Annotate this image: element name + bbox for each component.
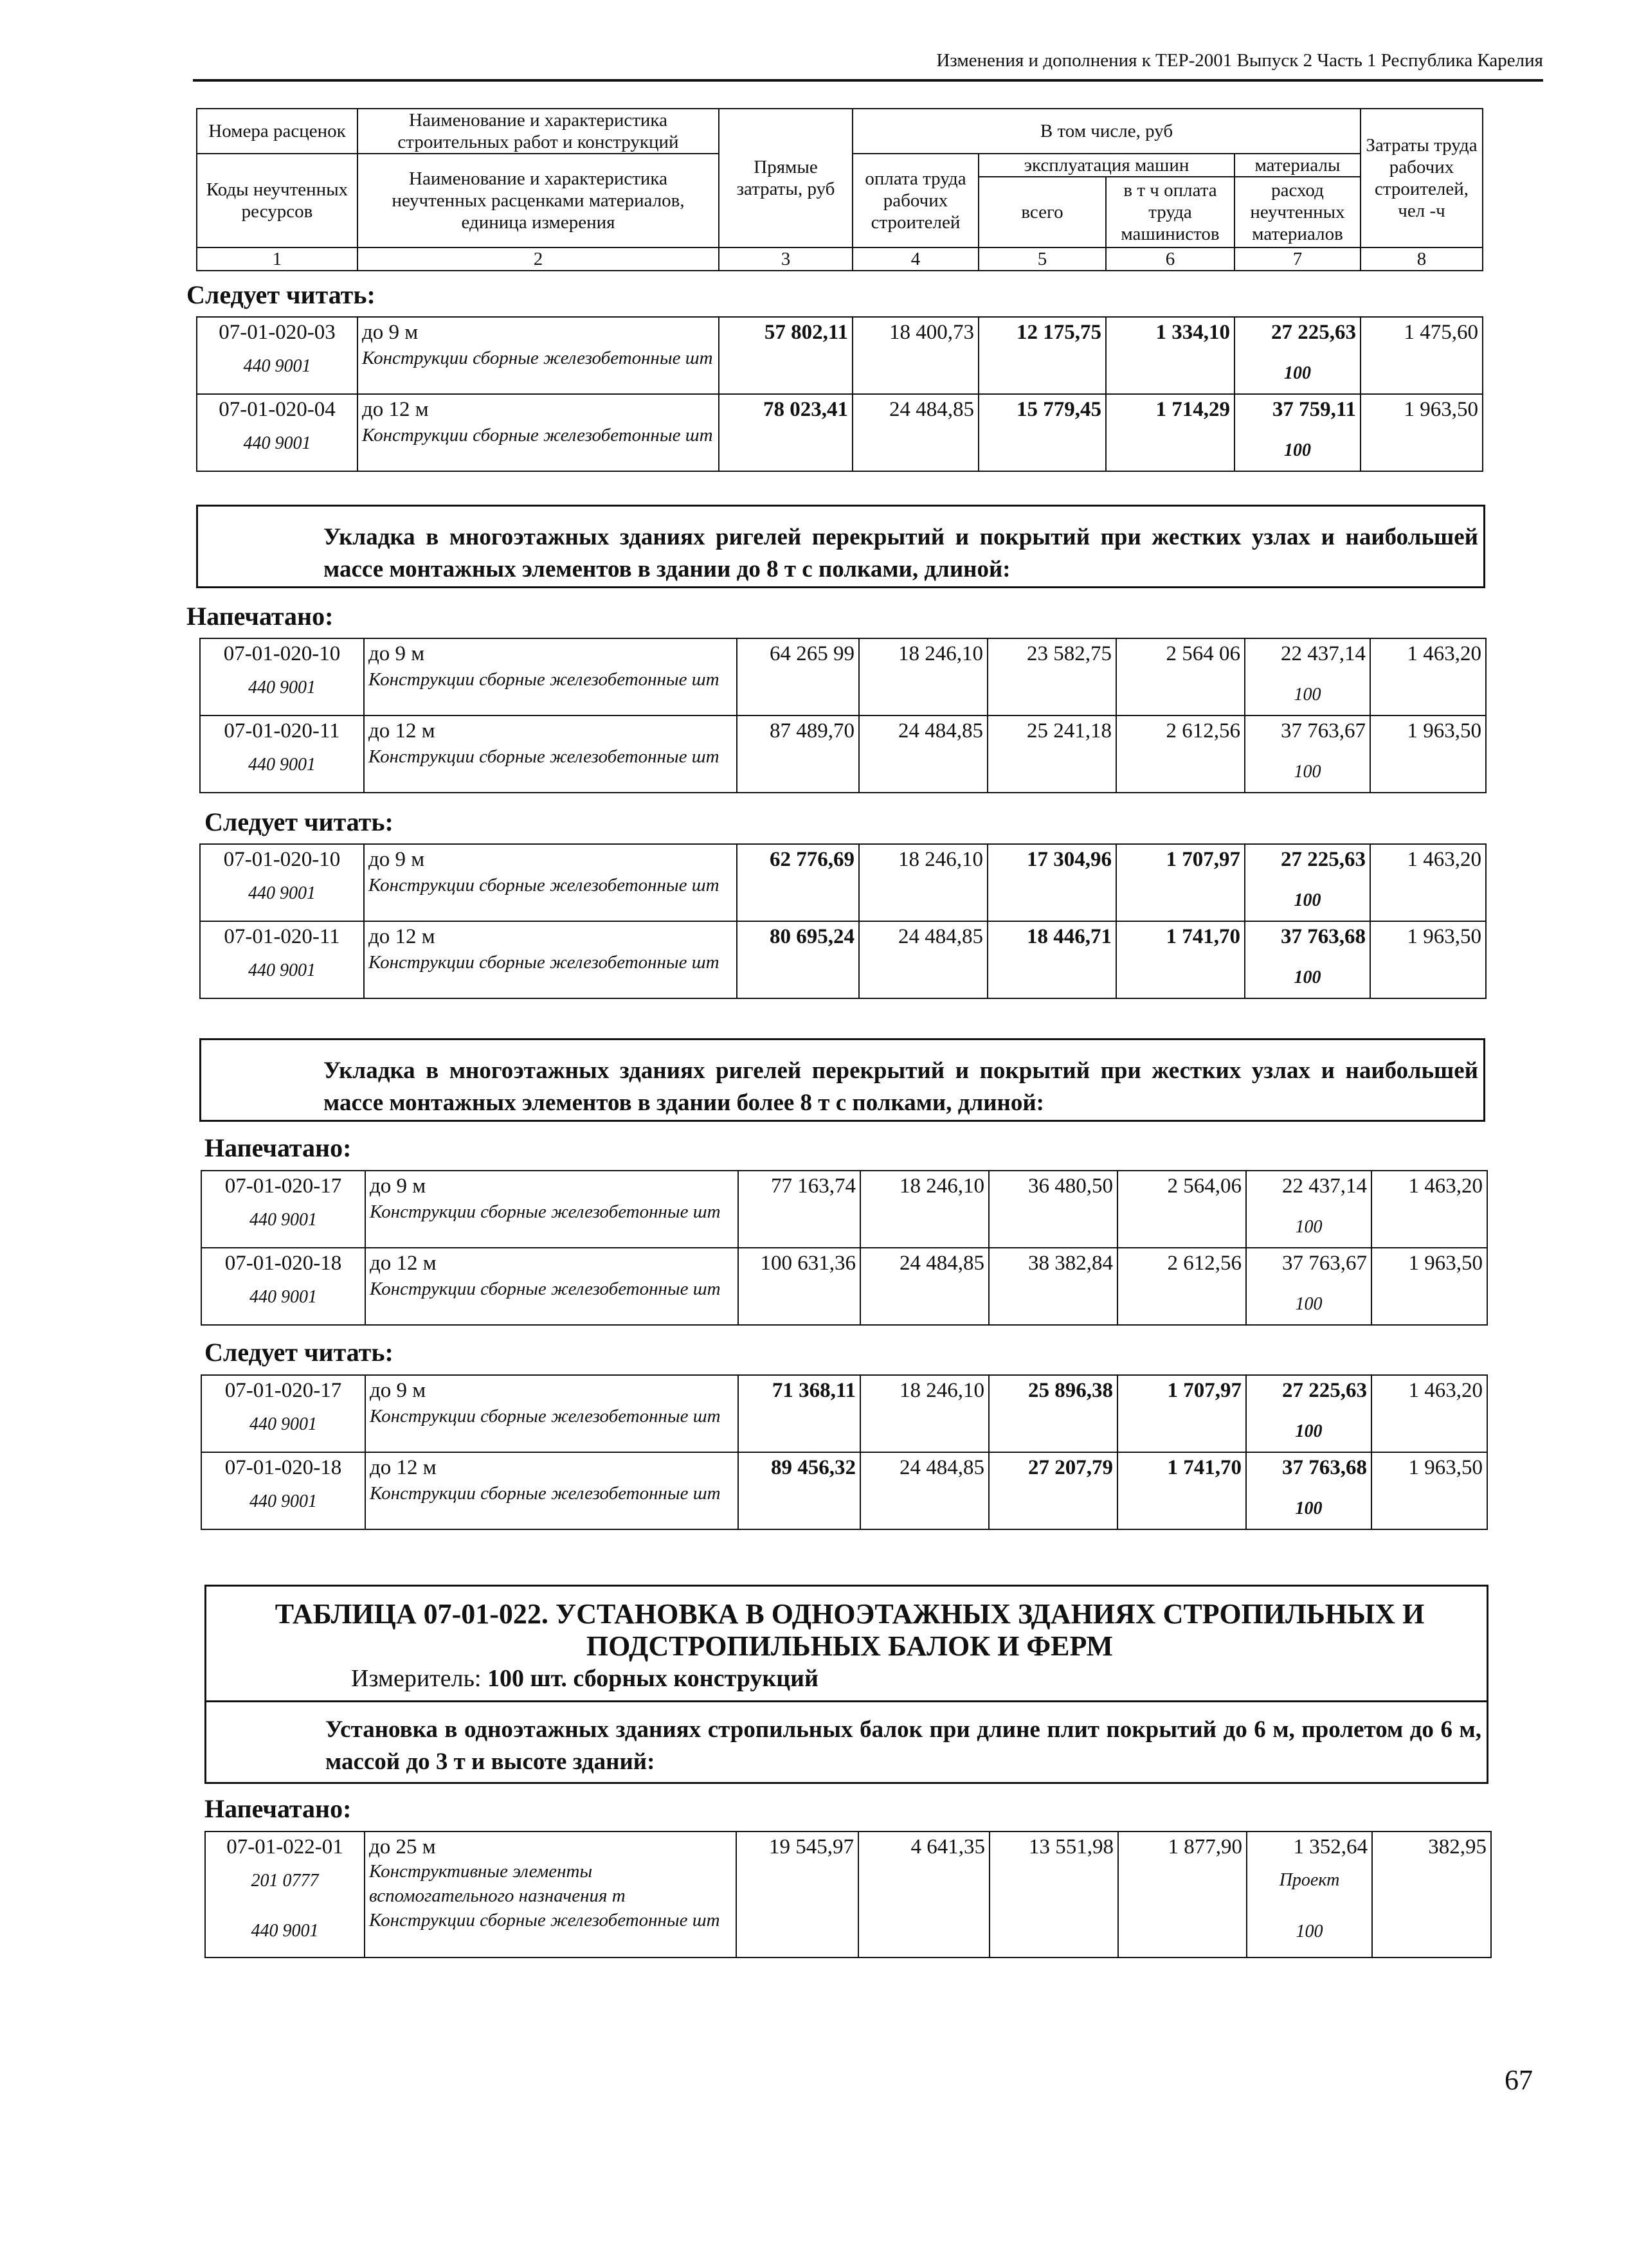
material-quantity: 100 bbox=[1295, 1421, 1323, 1441]
work-name: до 9 м bbox=[368, 848, 425, 871]
worker-pay: 24 484,85 bbox=[859, 921, 988, 998]
worker-pay: 18 246,10 bbox=[859, 844, 988, 921]
labor-costs: 1 963,50 bbox=[1370, 716, 1486, 793]
col-number: 5 bbox=[979, 248, 1106, 271]
col-group-including: В том числе, руб bbox=[853, 109, 1361, 154]
material-name: Конструкции сборные железобетонные шт bbox=[370, 1483, 721, 1504]
table-row bbox=[200, 638, 1486, 716]
rate-code: 07-01-020-18 bbox=[224, 1456, 342, 1479]
materials-cost: 37 763,67 bbox=[1282, 1252, 1367, 1275]
material-quantity: Проект bbox=[1279, 1870, 1340, 1890]
machinist-pay: 1 334,10 bbox=[1106, 317, 1235, 394]
worker-pay: 18 246,10 bbox=[860, 1171, 989, 1248]
machines-total: 25 896,38 bbox=[989, 1375, 1117, 1452]
worker-pay: 18 246,10 bbox=[859, 638, 988, 716]
col-number: 2 bbox=[357, 248, 719, 271]
machinist-pay: 2 612,56 bbox=[1117, 1248, 1246, 1325]
work-name: до 25 м bbox=[369, 1835, 436, 1859]
material-name: Конструкции сборные железобетонные шт bbox=[362, 348, 713, 368]
section-description-box bbox=[199, 1038, 1485, 1122]
direct-costs: 57 802,11 bbox=[719, 317, 853, 394]
section-description: Укладка в многоэтажных зданиях ригелей перекрытий и покрытий при жестких узлах и наибольшей массе монтажных элементов в здании более 8 т с полками, длиной: bbox=[323, 1058, 1478, 1116]
rates-table-should-read bbox=[201, 1374, 1488, 1530]
rate-code: 07-01-020-17 bbox=[224, 1174, 342, 1198]
work-name: до 9 м bbox=[370, 1174, 426, 1198]
col-rate-numbers: Номера расценок bbox=[197, 109, 357, 154]
direct-costs: 87 489,70 bbox=[737, 716, 859, 793]
materials-cost: 27 225,63 bbox=[1271, 321, 1356, 344]
worker-pay: 24 484,85 bbox=[860, 1452, 989, 1529]
machinist-pay: 2 564,06 bbox=[1117, 1171, 1246, 1248]
table-row bbox=[201, 1171, 1487, 1248]
rates-table-printed bbox=[201, 1170, 1488, 1326]
col-number: 1 bbox=[197, 248, 357, 271]
materials-cost: 1 352,64 bbox=[1293, 1835, 1368, 1859]
rates-table-022 bbox=[204, 1831, 1492, 1958]
machines-total: 15 779,45 bbox=[979, 394, 1106, 471]
section-label-printed: Напечатано: bbox=[186, 602, 334, 631]
machinist-pay: 2 612,56 bbox=[1116, 716, 1245, 793]
materials-cost: 37 763,68 bbox=[1281, 925, 1366, 948]
col-number: 6 bbox=[1106, 248, 1235, 271]
work-name: до 9 м bbox=[362, 321, 419, 344]
table-row bbox=[200, 921, 1486, 998]
materials-cost: 37 763,67 bbox=[1281, 719, 1366, 742]
col-number: 7 bbox=[1235, 248, 1361, 271]
materials-cost: 22 437,14 bbox=[1282, 1174, 1367, 1198]
table-row bbox=[197, 394, 1483, 471]
table-row bbox=[201, 1452, 1487, 1529]
work-name: до 12 м bbox=[368, 925, 435, 948]
meter-label: Измеритель: bbox=[351, 1665, 482, 1692]
col-labor-costs: Затраты труда рабочих строителей, чел -ч bbox=[1361, 109, 1483, 248]
worker-pay: 24 484,85 bbox=[859, 716, 988, 793]
materials-cost: 27 225,63 bbox=[1282, 1379, 1367, 1402]
material-quantity: 100 bbox=[1294, 685, 1321, 705]
labor-costs: 1 463,20 bbox=[1371, 1375, 1487, 1452]
table-row bbox=[205, 1832, 1491, 1958]
work-name: до 9 м bbox=[368, 642, 425, 665]
section-description: Укладка в многоэтажных зданиях ригелей перекрытий и покрытий при жестких узлах и наибольшей массе монтажных элементов в здании до 8 т с полками, длиной: bbox=[323, 524, 1478, 582]
section-description-box bbox=[196, 505, 1485, 588]
material-quantity: 100 bbox=[1295, 1294, 1323, 1314]
col-machines-group: эксплуатация машин bbox=[979, 154, 1235, 177]
col-work-name: Наименование и характеристика строительных работ и конструкций bbox=[357, 109, 719, 154]
resource-code: 440 9001 bbox=[248, 678, 316, 698]
rate-code: 07-01-020-11 bbox=[224, 925, 340, 948]
labor-costs: 1 963,50 bbox=[1370, 921, 1486, 998]
table-row bbox=[201, 1375, 1487, 1452]
material-name: Конструкции сборные железобетонные шт bbox=[368, 952, 719, 973]
col-material-name: Наименование и характеристика неучтенных расценками материалов, единица измерения bbox=[357, 154, 719, 248]
material-quantity: 100 bbox=[1284, 440, 1311, 460]
rate-code: 07-01-022-01 bbox=[226, 1835, 343, 1859]
machinist-pay: 1 707,97 bbox=[1116, 844, 1245, 921]
material-quantity: 100 bbox=[1294, 762, 1321, 782]
rates-table-block1 bbox=[196, 316, 1483, 472]
material-quantity: 100 bbox=[1294, 968, 1321, 987]
resource-code: 440 9001 bbox=[251, 1921, 319, 1941]
direct-costs: 77 163,74 bbox=[738, 1171, 860, 1248]
col-number: 3 bbox=[719, 248, 853, 271]
direct-costs: 100 631,36 bbox=[738, 1248, 860, 1325]
machinist-pay: 2 564 06 bbox=[1116, 638, 1245, 716]
machines-total: 36 480,50 bbox=[989, 1171, 1117, 1248]
machines-total: 18 446,71 bbox=[988, 921, 1116, 998]
header-divider bbox=[193, 79, 1543, 82]
worker-pay: 4 641,35 bbox=[858, 1832, 990, 1958]
page-number: 67 bbox=[1505, 2064, 1533, 2096]
material-quantity: 100 bbox=[1294, 890, 1321, 910]
labor-costs: 1 463,20 bbox=[1370, 638, 1486, 716]
section-description: Установка в одноэтажных зданиях стропильных балок при длине плит покрытий до 6 м, пролетом до 6 м, массой до 3 т и высоте зданий: bbox=[325, 1716, 1481, 1775]
direct-costs: 89 456,32 bbox=[738, 1452, 860, 1529]
machinist-pay: 1 707,97 bbox=[1117, 1375, 1246, 1452]
material-name: Конструкции сборные железобетонные шт bbox=[368, 669, 719, 690]
material-quantity: 100 bbox=[1296, 1922, 1323, 1941]
rates-table-printed bbox=[199, 638, 1487, 793]
machines-total: 23 582,75 bbox=[988, 638, 1116, 716]
labor-costs: 1 463,20 bbox=[1370, 844, 1486, 921]
machines-total: 12 175,75 bbox=[979, 317, 1106, 394]
work-name: до 9 м bbox=[370, 1379, 426, 1402]
machines-total: 38 382,84 bbox=[989, 1248, 1117, 1325]
rate-code: 07-01-020-18 bbox=[224, 1252, 342, 1275]
meter-line bbox=[351, 1664, 1474, 1693]
resource-code: 440 9001 bbox=[248, 883, 316, 903]
machinist-pay: 1 714,29 bbox=[1106, 394, 1235, 471]
material-quantity: 100 bbox=[1295, 1498, 1323, 1518]
resource-code: 440 9001 bbox=[248, 960, 316, 980]
material-quantity: 100 bbox=[1295, 1217, 1323, 1237]
work-name: до 12 м bbox=[368, 719, 435, 742]
machines-total: 17 304,96 bbox=[988, 844, 1116, 921]
material-name: Конструкции сборные железобетонные шт bbox=[370, 1279, 721, 1299]
table-title: ТАБЛИЦА 07-01-022. УСТАНОВКА В ОДНОЭТАЖНЫХ ЗДАНИЯХ СТРОПИЛЬНЫХ И ПОДСТРОПИЛЬНЫХ БАЛОК И ФЕРМ bbox=[275, 1598, 1425, 1662]
labor-costs: 1 963,50 bbox=[1371, 1452, 1487, 1529]
resource-code: 440 9001 bbox=[248, 755, 316, 775]
work-name: до 12 м bbox=[370, 1456, 437, 1479]
material-name: Конструкции сборные железобетонные шт bbox=[370, 1202, 721, 1222]
col-materials-consumption: расход неучтенных материалов bbox=[1235, 177, 1361, 248]
material-name: Конструкции сборные железобетонные шт bbox=[362, 425, 713, 446]
machines-total: 25 241,18 bbox=[988, 716, 1116, 793]
material-name: Конструктивные элементы вспомогательного назначения т bbox=[369, 1861, 626, 1906]
rates-table-should-read bbox=[199, 843, 1487, 999]
section-label-should-read: Следует читать: bbox=[186, 280, 375, 309]
col-worker-pay: оплата труда рабочих строителей bbox=[853, 154, 979, 248]
page-header-title: Изменения и дополнения к ТЕР-2001 Выпуск 2 Часть 1 Республика Карелия bbox=[936, 50, 1543, 71]
rate-code: 07-01-020-17 bbox=[224, 1379, 342, 1402]
rate-code: 07-01-020-10 bbox=[223, 848, 341, 871]
materials-cost: 37 759,11 bbox=[1272, 398, 1356, 421]
resource-code: 440 9001 bbox=[243, 356, 311, 376]
material-name: Конструкции сборные железобетонные шт bbox=[370, 1406, 721, 1426]
worker-pay: 24 484,85 bbox=[860, 1248, 989, 1325]
machinist-pay: 1 741,70 bbox=[1116, 921, 1245, 998]
col-number: 8 bbox=[1361, 248, 1483, 271]
resource-code: 440 9001 bbox=[249, 1210, 317, 1230]
materials-cost: 22 437,14 bbox=[1281, 642, 1366, 665]
work-name: до 12 м bbox=[362, 398, 429, 421]
material-name: Конструкции сборные железобетонные шт bbox=[368, 746, 719, 767]
machines-total: 13 551,98 bbox=[990, 1832, 1118, 1958]
worker-pay: 24 484,85 bbox=[853, 394, 979, 471]
worker-pay: 18 246,10 bbox=[860, 1375, 989, 1452]
resource-code: 440 9001 bbox=[243, 433, 311, 453]
col-number: 4 bbox=[853, 248, 979, 271]
table-row bbox=[201, 1248, 1487, 1325]
labor-costs: 1 463,20 bbox=[1371, 1171, 1487, 1248]
table-row bbox=[200, 844, 1486, 921]
section-label-printed: Напечатано: bbox=[204, 1133, 352, 1162]
col-machinist-pay: в т ч оплата труда машинистов bbox=[1106, 177, 1235, 248]
resource-code: 440 9001 bbox=[249, 1491, 317, 1511]
direct-costs: 62 776,69 bbox=[737, 844, 859, 921]
direct-costs: 71 368,11 bbox=[738, 1375, 860, 1452]
col-machines-total: всего bbox=[979, 177, 1106, 248]
col-resource-codes: Коды неучтенных ресурсов bbox=[197, 154, 357, 248]
rate-code: 07-01-020-11 bbox=[224, 719, 340, 742]
resource-code: 440 9001 bbox=[249, 1414, 317, 1434]
table-row bbox=[197, 317, 1483, 394]
work-name: до 12 м bbox=[370, 1252, 437, 1275]
table-022-header-box bbox=[204, 1585, 1488, 1784]
direct-costs: 64 265 99 bbox=[737, 638, 859, 716]
direct-costs: 19 545,97 bbox=[736, 1832, 858, 1958]
rate-code: 07-01-020-04 bbox=[219, 398, 336, 421]
rate-code: 07-01-020-10 bbox=[223, 642, 341, 665]
materials-cost: 27 225,63 bbox=[1281, 848, 1366, 871]
labor-costs: 382,95 bbox=[1372, 1832, 1491, 1958]
labor-costs: 1 475,60 bbox=[1361, 317, 1483, 394]
machines-total: 27 207,79 bbox=[989, 1452, 1117, 1529]
labor-costs: 1 963,50 bbox=[1361, 394, 1483, 471]
direct-costs: 80 695,24 bbox=[737, 921, 859, 998]
material-name: Конструкции сборные железобетонные шт bbox=[368, 875, 719, 896]
direct-costs: 78 023,41 bbox=[719, 394, 853, 471]
labor-costs: 1 963,50 bbox=[1371, 1248, 1487, 1325]
section-label-printed: Напечатано: bbox=[204, 1794, 352, 1823]
col-materials-group: материалы bbox=[1235, 154, 1361, 177]
section-label-should-read: Следует читать: bbox=[204, 807, 393, 836]
material-quantity: 100 bbox=[1284, 363, 1311, 383]
rate-code: 07-01-020-03 bbox=[219, 321, 336, 344]
material-name: Конструкции сборные железобетонные шт bbox=[369, 1910, 720, 1931]
resource-code: 440 9001 bbox=[249, 1287, 317, 1307]
resource-code: 201 0777 bbox=[251, 1871, 319, 1891]
column-header-table bbox=[196, 108, 1483, 271]
meter-value: 100 шт. сборных конструкций bbox=[487, 1665, 819, 1692]
worker-pay: 18 400,73 bbox=[853, 317, 979, 394]
machinist-pay: 1 877,90 bbox=[1118, 1832, 1247, 1958]
col-direct-costs: Прямые затраты, руб bbox=[719, 109, 853, 248]
table-row bbox=[200, 716, 1486, 793]
section-label-should-read: Следует читать: bbox=[204, 1338, 393, 1367]
machinist-pay: 1 741,70 bbox=[1117, 1452, 1246, 1529]
materials-cost: 37 763,68 bbox=[1282, 1456, 1367, 1479]
